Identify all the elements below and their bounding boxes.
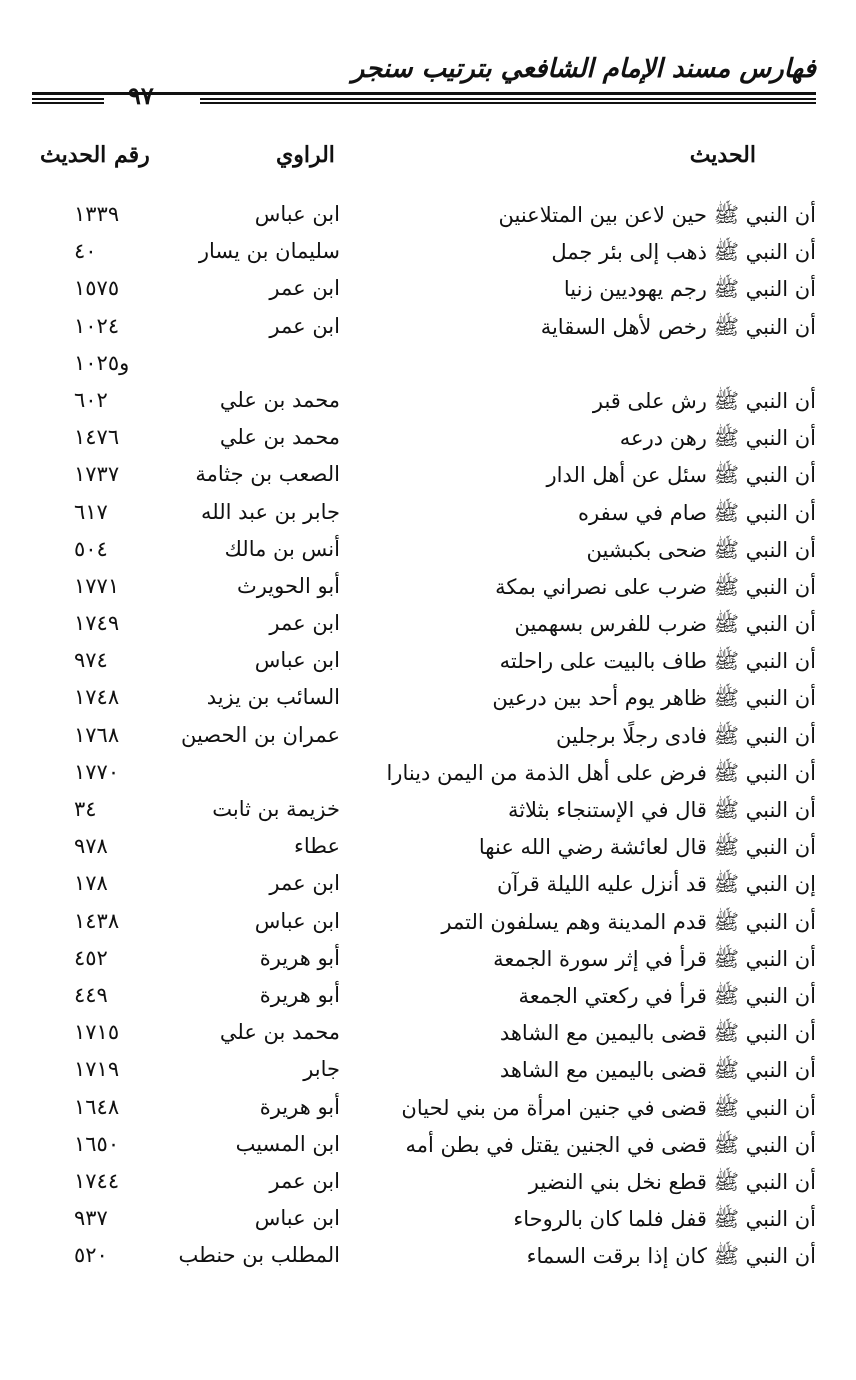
table-row [32,347,816,384]
hadith-number: ١٣٣٩ [74,202,120,226]
table-row [32,458,816,495]
hadith-text: أن النبي ﷺ حين لاعن بين المتلاعنين [498,203,816,227]
hadith-text: أن النبي ﷺ كان إذا برقت السماء [526,1244,816,1269]
narrator: محمد بن علي [219,425,340,450]
table-row [32,235,816,272]
hadith-text: أن النبي ﷺ رخص لأهل السقاية [540,314,816,339]
hadith-text: أن النبي ﷺ قطع نخل بني النضير [528,1169,816,1194]
table-row [32,1202,816,1239]
table-row [32,1053,816,1090]
hadith-text: أن النبي ﷺ ضحى بكبشين [586,537,816,562]
table-row [32,607,816,644]
narrator: أبو الحويرث [236,573,340,598]
hadith-number: ١٧٧١ [74,573,120,598]
hadith-text: أن النبي ﷺ طاف بالبيت على راحلته [499,649,816,674]
hadith-text: أن النبي ﷺ ظاهر يوم أحد بين درعين [492,686,816,711]
hadith-number: ١٧٨ [74,871,108,896]
hadith-number: ١٧٧٠ [74,759,120,784]
table-row [32,719,816,756]
narrator: أبو هريرة [259,945,340,970]
hadith-text: أن النبي ﷺ قفل فلما كان بالروحاء [513,1207,816,1232]
hadith-text: أن النبي ﷺ صام في سفره [578,500,816,525]
table-row [32,867,816,904]
hadith-text: أن النبي ﷺ قضى باليمين مع الشاهد [499,1021,816,1046]
index-table [32,198,816,1276]
column-header-rawi: الراوي [276,142,335,168]
hadith-number: ٣٤ [74,797,97,821]
hadith-number: ٤٥٢ [74,945,108,970]
running-title: فهارس مسند الإمام الشافعي بترتيب سنجر [351,54,816,84]
hadith-text: أن النبي ﷺ قرأ في ركعتي الجمعة [518,983,816,1008]
hadith-number: ١٤٣٨ [74,908,120,933]
narrator: ابن عباس [254,908,340,933]
table-row [32,793,816,830]
header-double-rule-right [200,98,816,104]
hadith-text: أن النبي ﷺ ضرب للفرس بسهمين [514,612,816,637]
table-row [32,570,816,607]
narrator: عطاء [293,834,340,859]
hadith-number: ١٧٤٩ [74,611,120,636]
table-row [32,198,816,235]
narrator: أبو هريرة [259,982,340,1007]
hadith-number: ١٥٧٥ [74,276,120,301]
narrator: محمد بن علي [219,387,340,412]
column-headers [32,142,816,178]
hadith-text: أن النبي ﷺ قدم المدينة وهم يسلفون التمر [441,909,816,934]
table-row [32,979,816,1016]
hadith-number: ٩٧٨ [74,834,108,859]
column-header-number: رقم الحديث [40,142,150,168]
narrator: عمران بن الحصين [180,722,340,747]
narrator: الصعب بن جثامة [195,462,340,487]
hadith-text: أن النبي ﷺ قال لعائشة رضي الله عنها [478,835,816,860]
narrator: سليمان بن يسار [198,239,340,264]
table-row [32,496,816,533]
table-row [32,1016,816,1053]
narrator: ابن عباس [254,202,340,226]
hadith-number: ١٧١٥ [74,1020,120,1045]
table-row [32,1165,816,1202]
hadith-number: و١٠٢٥ [74,350,130,375]
hadith-text: إن النبي ﷺ قد أنزل عليه الليلة قرآن [496,872,816,897]
narrator: المطلب بن حنطب [178,1243,340,1268]
table-row [32,681,816,718]
narrator: أبو هريرة [259,1094,340,1119]
hadith-number: ١٦٥٠ [74,1131,120,1156]
hadith-text: أن النبي ﷺ رجم يهوديين زنيا [563,277,816,302]
table-row [32,1091,816,1128]
narrator: ابن عمر [269,313,340,338]
table-row [32,756,816,793]
hadith-text: أن النبي ﷺ فرض على أهل الذمة من اليمن دينارا [386,760,816,785]
table-row [32,533,816,570]
page-header [32,48,816,108]
hadith-text: أن النبي ﷺ فادى رجلًا برجلين [556,723,816,748]
hadith-number: ٦١٧ [74,499,108,524]
narrator: خزيمة بن ثابت [212,797,340,821]
hadith-number: ٥٠٤ [74,536,108,561]
hadith-number: ١٧٤٤ [74,1168,120,1193]
narrator: ابن عمر [269,1168,340,1193]
hadith-number: ١٧٤٨ [74,685,120,710]
hadith-number: ٤٠ [74,239,97,264]
header-double-rule-left [32,98,104,104]
hadith-number: ١٦٤٨ [74,1094,120,1119]
table-row [32,942,816,979]
hadith-number: ١٧٣٧ [74,462,120,487]
column-header-hadith: الحديث [689,142,756,168]
hadith-number: ٩٧٤ [74,648,108,673]
hadith-text: أن النبي ﷺ رهن درعه [619,426,816,451]
hadith-text: أن النبي ﷺ رش على قبر [592,388,816,413]
hadith-text: أن النبي ﷺ قضى في الجنين يقتل في بطن أمه [405,1132,816,1157]
narrator: ابن عمر [269,871,340,896]
narrator: ابن عمر [269,276,340,301]
hadith-text: أن النبي ﷺ ضرب على نصراني بمكة [495,574,816,599]
hadith-text: أن النبي ﷺ سئل عن أهل الدار [546,463,816,488]
hadith-text: أن النبي ﷺ قال في الإستنجاء بثلاثة [507,798,816,822]
hadith-number: ١٧١٩ [74,1057,120,1082]
hadith-number: ١٠٢٤ [74,313,120,338]
narrator: أنس بن مالك [224,536,340,561]
table-row [32,421,816,458]
narrator: جابر [303,1057,340,1082]
hadith-number: ١٧٦٨ [74,722,120,747]
hadith-number: ٥٢٠ [74,1243,108,1268]
hadith-number: ٩٣٧ [74,1206,108,1231]
narrator: محمد بن علي [219,1020,340,1045]
hadith-number: ٦٠٢ [74,387,108,412]
table-row [32,310,816,347]
narrator: السائب بن يزيد [206,685,340,710]
table-row [32,384,816,421]
table-row [32,905,816,942]
hadith-text: أن النبي ﷺ قضى في جنين امرأة من بني لحيان [401,1095,816,1120]
hadith-number: ٤٤٩ [74,982,108,1007]
table-row [32,272,816,309]
hadith-text: أن النبي ﷺ ذهب إلى بئر جمل [551,240,816,265]
table-row [32,830,816,867]
narrator: ابن عباس [254,1206,340,1231]
hadith-text: أن النبي ﷺ قضى باليمين مع الشاهد [499,1058,816,1083]
narrator: ابن عباس [254,648,340,673]
narrator: ابن عمر [269,611,340,636]
narrator: ابن المسيب [235,1131,340,1156]
hadith-text: أن النبي ﷺ قرأ في إثر سورة الجمعة [493,946,816,971]
table-row [32,1128,816,1165]
table-row [32,1239,816,1276]
table-row [32,644,816,681]
page-number: ٩٧ [128,81,154,110]
hadith-number: ١٤٧٦ [74,425,120,450]
narrator: جابر بن عبد الله [200,499,340,524]
